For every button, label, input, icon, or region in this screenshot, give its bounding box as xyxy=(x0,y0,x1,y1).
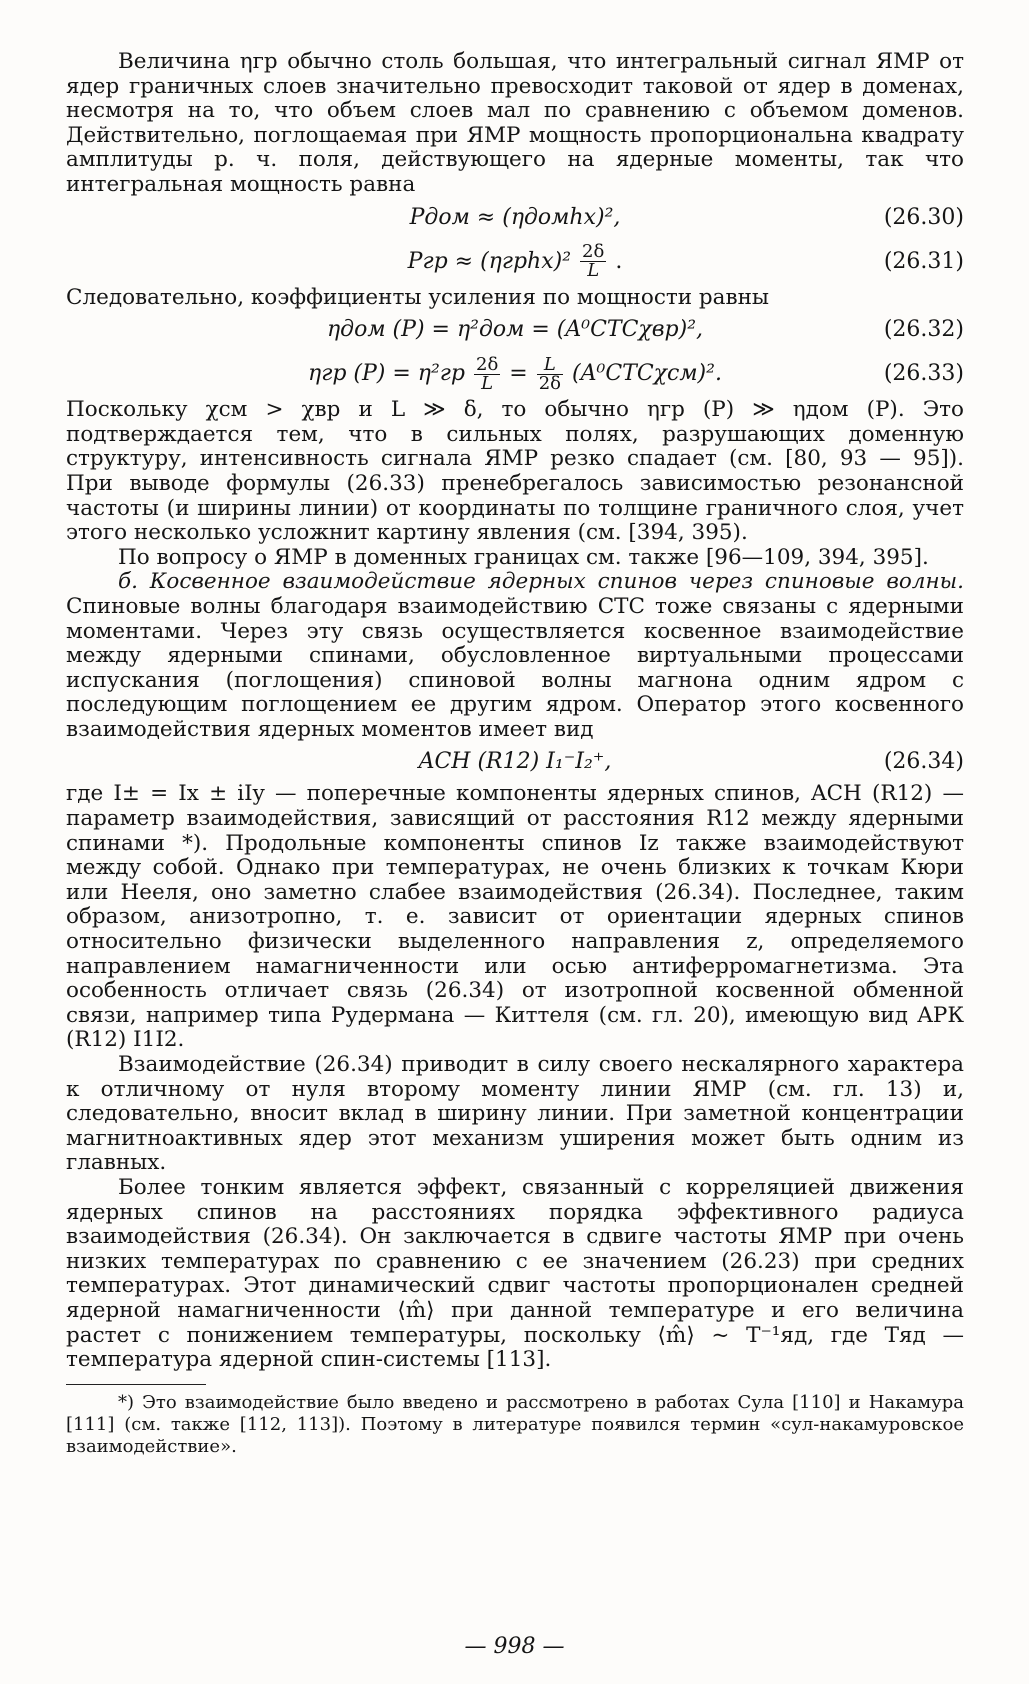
section-heading: б. Косвенное взаимодействие ядерных спинов через спиновые волны. xyxy=(118,569,964,595)
footnote-divider xyxy=(66,1384,206,1385)
paragraph-8: Более тонким является эффект, связанный с корреляцией движения ядерных спинов на расстояниях порядка эффективного радиуса взаимодействия (26.34). Он заключается в сдвиге частоты ЯМР при очень низких температурах по сравнению с ее значением (26.23) при средних температурах. Этот динамический сдвиг частоты пропорционален средней ядерной намагниченности ⟨m̂⟩ при данной температуре и его величина растет с понижением температуры, поскольку ⟨m̂⟩ ~ T⁻¹яд, где Tяд — температура ядерной спин-системы [113]. xyxy=(66,1174,964,1373)
fraction: $\frac{L}{2\delta}$ xyxy=(538,353,562,394)
equation-26-32 xyxy=(66,310,964,350)
paragraph-3: Поскольку χсм > χвр и L ≫ δ, то обычно ηгр (P) ≫ ηдом (P). Это подтверждается тем, что в сильных полях, разрушающих доменную структуру, интенсивность сигнала ЯМР резко спадает (см. [80, 93 — 95]). При выводе формулы (26.33) пренебрегалось зависимостью резонансной частоты (и ширины линии) от координаты по толщине граничного слоя, учет этого несколько усложнит картину явления (см. [394, 395). xyxy=(66,397,964,546)
equation-26-33: ηгр (P) = η²гр $\frac{2\delta}{L}$ = $\frac{L}{2\delta}$ (A⁰СТСχсм)². (26.33) xyxy=(66,350,964,398)
equation-body: Pдом ≈ (ηдомhx)², xyxy=(409,204,621,230)
fraction: $\frac{2\delta}{L}$ xyxy=(582,241,605,282)
equation-body: ηгр (P) = η²гр xyxy=(308,361,465,387)
equation-number: (26.34) xyxy=(883,749,964,775)
equation-number: (26.32) xyxy=(883,317,964,343)
equation-number: (26.33) xyxy=(883,361,964,387)
equation-body: ηдом (P) = η²дом = (A⁰СТСχвр)², xyxy=(326,317,704,343)
page-number: — 998 — xyxy=(464,1634,565,1659)
paragraph-4: По вопросу о ЯМР в доменных границах см. также [96—109, 394, 395]. xyxy=(118,544,929,570)
footnote-text: *) Это взаимодействие было введено и рассмотрено в работах Сула [110] и Накамура [111] (см. также [112, 113]). Поэтому в литературе появился термин «сул-накамуровское взаимодействие». xyxy=(66,1392,964,1457)
paragraph-6: где I± = Ix ± iIy — поперечные компоненты ядерных спинов, AСН (R12) — параметр взаимодействия, зависящий от расстояния R12 между ядерными спинами *). Продольные компоненты спинов Iz также взаимодействуют между собой. Однако при температурах, не очень близких к точкам Кюри или Нееля, оно заметно слабее взаимодействия (26.34). Последнее, таким образом, анизотропно, т. е. зависит от ориентации ядерных спинов относительно физически выделенного направления z, определяемого направлением намагниченности или осью антиферромагнетизма. Эта особенность отличает связь (26.34) от изотропной косвенной обменной связи, например типа Рудермана — Киттеля (см. гл. 20), имеющую вид AРК (R12) I1I2. xyxy=(66,781,964,1053)
fraction: $\frac{2\delta}{L}$ xyxy=(476,353,499,394)
equation-26-30 xyxy=(66,198,964,238)
equation-number: (26.31) xyxy=(883,248,964,274)
equation-body: AСН (R12) I₁⁻I₂⁺, xyxy=(418,749,612,775)
footnote xyxy=(66,1392,964,1458)
equation-26-34 xyxy=(66,742,964,782)
main-text xyxy=(66,50,964,1373)
equation-26-31: Pгр ≈ (ηгрhx)² $\frac{2\delta}{L}$ . (26.31) xyxy=(66,238,964,286)
paragraph-1: Величина ηгр обычно столь большая, что интегральный сигнал ЯМР от ядер граничных слоев значительно превосходит таковой от ядер в доменах, несмотря на то, что объем слоев мал по сравнению с объемом доменов. Действительно, поглощаемая при ЯМР мощность пропорциональна квадрату амплитуды р. ч. поля, действующего на ядерные моменты, так что интегральная мощность равна xyxy=(66,49,964,197)
equation-number: (26.30) xyxy=(883,204,964,230)
paragraph-2: Следовательно, коэффициенты усиления по мощности равны xyxy=(66,284,770,310)
equation-body: Pгр ≈ (ηгрhx)² xyxy=(407,248,572,274)
paragraph-5: б. Косвенное взаимодействие ядерных спинов через спиновые волны. Спиновые волны благодаря взаимодействию СТС тоже связаны с ядерными моментами. Через эту связь осуществляется косвенное взаимодействие между ядерными спинами, обусловленное виртуальными процессами испускания (поглощения) спиновой волны магнона одним ядром с последующим поглощением ее другим ядром. Оператор этого косвенного взаимодействия ядерных моментов имеет вид xyxy=(66,569,964,742)
paragraph-7: Взаимодействие (26.34) приводит в силу своего нескалярного характера к отличному от нуля второму моменту линии ЯМР (см. гл. 13) и, следовательно, вносит вклад в ширину линии. При заметной концентрации магнитноактивных ядер этот механизм уширения может быть одним из главных. xyxy=(66,1052,964,1176)
